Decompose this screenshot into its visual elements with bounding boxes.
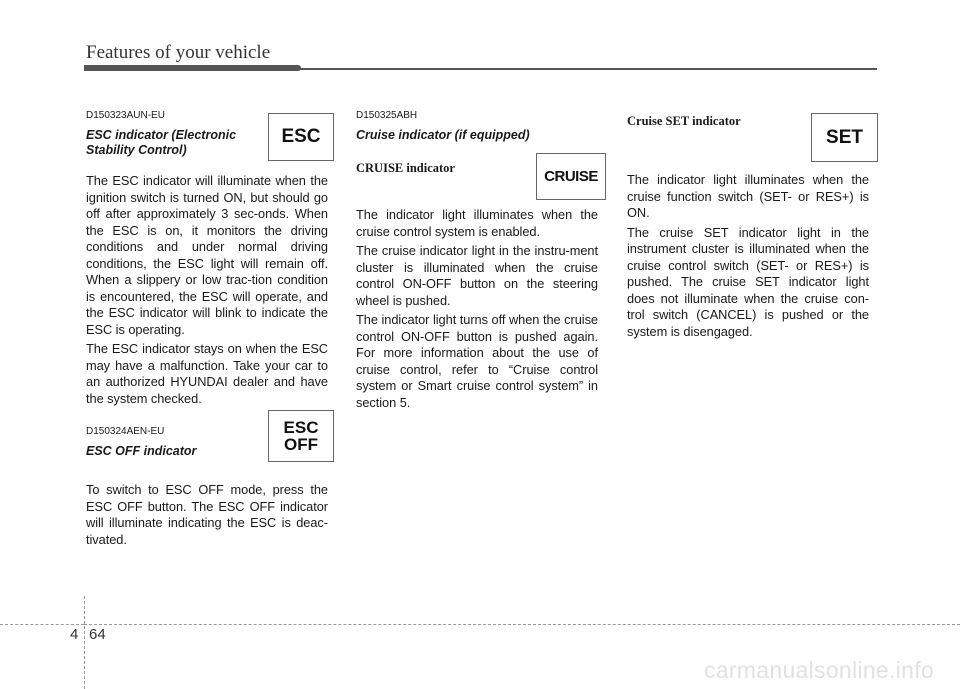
esc-section-code: D150323AUN-EU <box>86 110 165 121</box>
esc-off-section-title: ESC OFF indicator <box>86 444 197 458</box>
cruise-set-paragraph-2: The cruise SET indicator light in the instrument cluster is illuminated when the cruise control switch (SET- or RES+) is pushed. The cruise SET indicator light does not illuminate when the cruise con-trol switch (CANCEL) is pushed or the system is disengaged. <box>627 224 869 339</box>
header-rule <box>300 68 877 70</box>
cruise-paragraph-1: The indicator light illuminates when the cruise control system is enabled. <box>356 207 598 239</box>
footer-divider <box>84 596 85 689</box>
esc-paragraph-2: The ESC indicator stays on when the ESC may have a malfunction. Take your car to an authorized HYUNDAI dealer and have the system checked. <box>86 341 328 406</box>
cruise-set-indicator-label: SET <box>826 126 863 148</box>
cruise-paragraph-3: The indicator light turns off when the cruise control ON-OFF button is pushed again. For more information about the use of cruise control, refer to “Cruise control system or Smart cruise control system” in section 5. <box>356 312 598 410</box>
esc-off-paragraph-1: To switch to ESC OFF mode, press the ESC OFF button. The ESC OFF indicator will illuminate indicating the ESC is deac-tivated. <box>86 482 328 547</box>
cruise-indicator-label: CRUISE <box>544 168 598 185</box>
header-bar <box>84 65 301 71</box>
cruise-paragraph-2: The cruise indicator light in the instru-ment cluster is illuminated when the cruise control ON-OFF button on the steering wheel is pushed. <box>356 243 598 308</box>
esc-off-section-code: D150324AEN-EU <box>86 426 165 437</box>
esc-section-title: ESC indicator (Electronic Stability Control) <box>86 128 237 157</box>
cruise-set-indicator-icon <box>811 113 878 162</box>
esc-off-indicator-label-line1: ESC <box>283 418 319 437</box>
cruise-section-title: Cruise indicator (if equipped) <box>356 128 530 142</box>
footer-rule-right <box>84 624 960 625</box>
watermark-text: carmanualsonline.info <box>703 657 934 683</box>
esc-off-indicator-icon <box>268 410 334 462</box>
esc-paragraph-1: The ESC indicator will illuminate when the ignition switch is turned ON, but should go off after approximately 3 sec-onds. When the ESC is on, it monitors the driving conditions and under normal driving conditions, the ESC light will remain off. When a slippery or low trac-tion condition is encountered, the ESC will operate, and the ESC indicator will blink to indicate the ESC is operating. <box>86 173 328 337</box>
esc-indicator-label: ESC <box>281 126 321 147</box>
cruise-section-code: D150325ABH <box>356 110 418 121</box>
cruise-set-heading: Cruise SET indicator <box>627 114 741 128</box>
cruise-indicator-heading: CRUISE indicator <box>356 161 455 175</box>
footer-page-number: 64 <box>89 626 106 643</box>
page-header-title: Features of your vehicle <box>86 42 271 63</box>
column-esc <box>86 110 328 548</box>
esc-off-indicator-label-line2: OFF <box>284 435 318 454</box>
cruise-indicator-icon <box>536 153 606 200</box>
cruise-set-paragraph-1: The indicator light illuminates when the cruise function switch (SET- or RES+) is ON. <box>627 172 869 220</box>
footer-rule-left <box>0 624 84 625</box>
footer-section-number: 4 <box>70 626 79 643</box>
esc-indicator-icon <box>268 113 334 161</box>
